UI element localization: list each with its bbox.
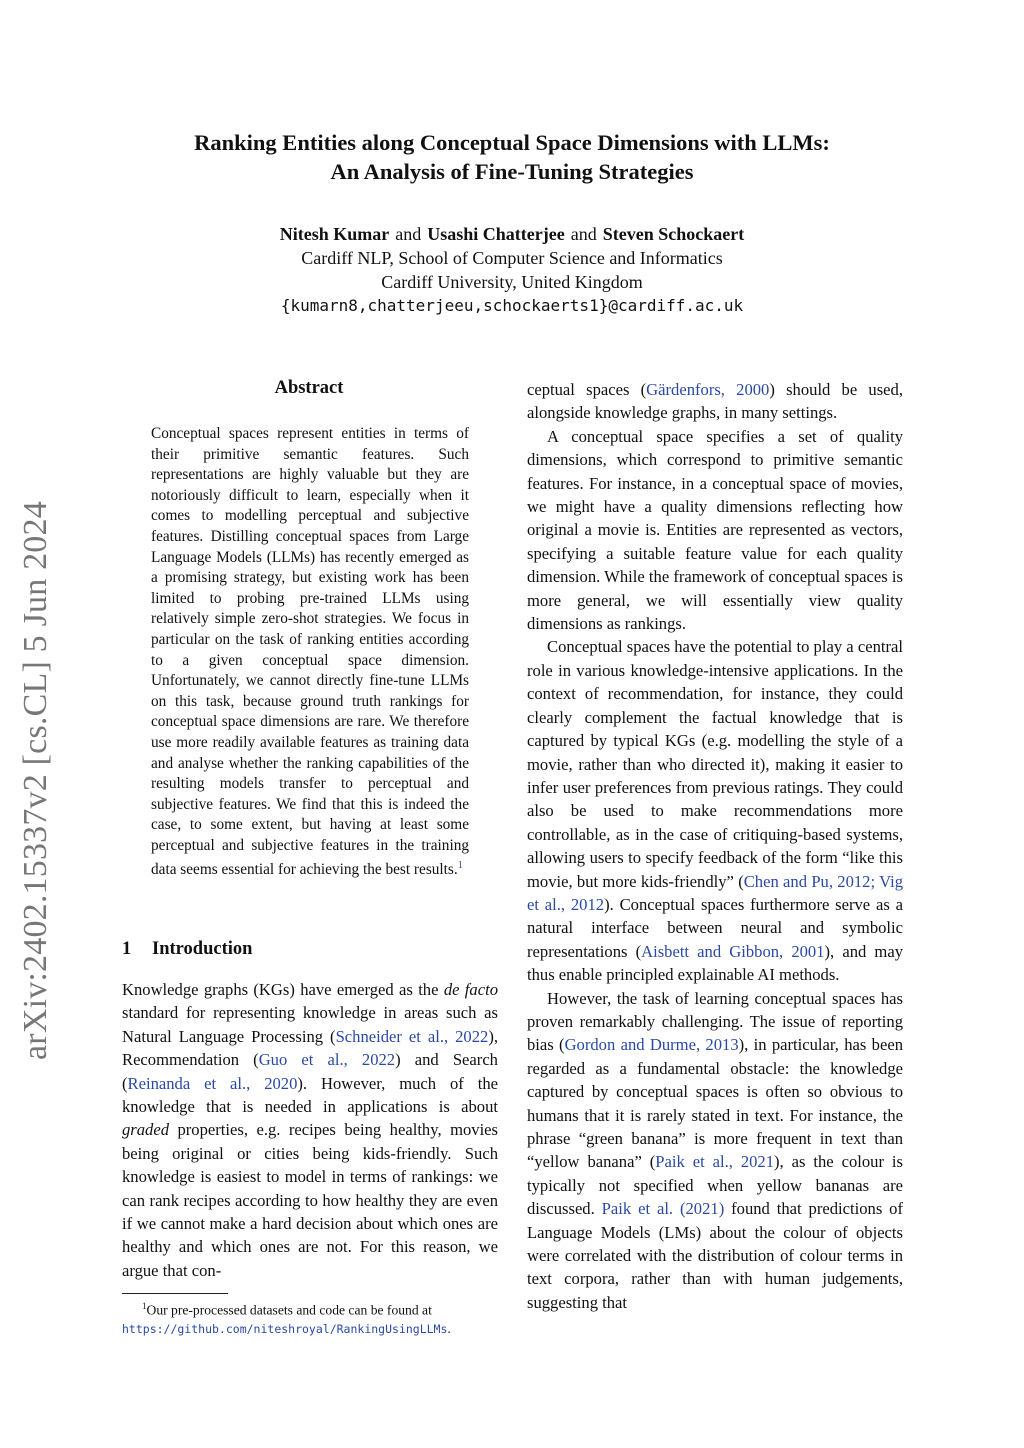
- footnote-rule: [122, 1293, 228, 1294]
- left-column-body: [122, 978, 498, 1282]
- emphasis-text: de facto: [443, 980, 498, 999]
- citation-link[interactable]: Paik et al. (2021): [601, 1199, 725, 1219]
- text-run: .: [447, 1320, 451, 1336]
- abstract-heading: Abstract: [274, 378, 344, 398]
- footnote: [122, 1297, 498, 1338]
- author-emails: {kumarn8,chatterjeeu,schockaerts1}@cardiff.ac.uk: [280, 296, 744, 315]
- right-column-body: [527, 378, 903, 1314]
- title-line-2: An Analysis of Fine-Tuning Strategies: [330, 159, 694, 184]
- author-names: [0, 222, 1024, 246]
- paper-title: [0, 128, 1024, 186]
- citation-link[interactable]: Schneider et al., 2022: [335, 1026, 489, 1046]
- author-separator: and: [570, 224, 597, 244]
- citation-link[interactable]: Reinanda et al., 2020: [127, 1073, 298, 1093]
- citation-link[interactable]: Paik et al., 2021: [655, 1152, 775, 1172]
- citation-link[interactable]: Chen and Pu, 2012; Vig et al., 2012: [527, 871, 903, 914]
- author-separator: and: [395, 224, 422, 244]
- text-run: properties, e.g. recipes being healthy, movies being original or cities being kids-friendly. Such knowledge is easiest to model in terms of rankings: we can rank recipes according to how healthy they are even if we cannot make a hard decision about which ones are healthy and which ones are not. For this reason, we argue that con-: [122, 1120, 498, 1280]
- intro-paragraph-4: [527, 987, 903, 1315]
- citation-link[interactable]: Gärdenfors, 2000: [646, 380, 770, 399]
- citation-link[interactable]: Aisbett and Gibbon, 2001: [641, 941, 825, 961]
- text-run: ), and may thus enable principled explainable AI methods.: [527, 941, 903, 985]
- text-run: found that predictions of Language Models (LMs) about the colour of objects were correlated with the distribution of colour terms in text corpora, rather than with human judgements, suggesting that: [527, 1199, 904, 1312]
- title-line-1: Ranking Entities along Conceptual Space Dimensions with LLMs:: [194, 130, 830, 155]
- section-title: Introduction: [152, 939, 253, 959]
- arxiv-identifier: arXiv:2402.15337v2 [cs.CL] 5 Jun 2024: [17, 501, 54, 1060]
- text-run: standard for representing knowledge in areas such as Natural Language Processing (: [122, 1003, 498, 1046]
- citation-link[interactable]: Guo et al., 2022: [258, 1050, 396, 1070]
- author-3: Steven Schockaert: [602, 224, 745, 244]
- emphasis-text: graded: [122, 1120, 170, 1140]
- abstract-body: Conceptual spaces represent entities in terms of their primitive semantic features. Such representations are highly valuable but they are notoriously difficult to learn, especially when it comes to modelling perceptual and subjective features. Distilling conceptual spaces from Large Language Models (LLMs) has recently emerged as a promising strategy, but existing work has been limited to probing pre-trained LLMs using relatively simple zero-shot strategies. We focus in particular on the task of ranking entities according to a given conceptual space dimension. Unfortunately, we cannot directly fine-tune LLMs on this task, because ground truth rankings for conceptual space dimensions are rare. We therefore use more readily available features as training data and analyse whether the ranking capabilities of the resulting models transfer to perceptual and subjective features. We find that this is indeed the case, to some extent, but having at least some perceptual and subjective features in the training data seems essential for achieving the best results.: [151, 425, 469, 879]
- repository-link[interactable]: https://github.com/niteshroyal/RankingUsingLLMs: [122, 1321, 448, 1336]
- text-run: ), as the colour is typically not specified when yellow bananas are discussed.: [527, 1152, 903, 1219]
- text-run: ) and Search (: [122, 1050, 498, 1093]
- footnote-number: 1: [142, 1301, 147, 1311]
- intro-paragraph-2: A conceptual space specifies a set of quality dimensions, which correspond to primitive semantic features. For instance, in a conceptual space of movies, we might have a quality dimensions reflecting how original a movie is. Entities are represented as vectors, specifying a suitable feature value for each quality dimension. While the framework of conceptual spaces is more general, we will essentially view quality dimensions as rankings.: [527, 426, 903, 634]
- text-run: ), Recommendation (: [122, 1026, 498, 1070]
- affiliation-2: Cardiff University, United Kingdom: [381, 272, 643, 292]
- text-run: ceptual spaces (: [527, 380, 647, 399]
- intro-paragraph-continued: [527, 378, 903, 425]
- affiliation-1: Cardiff NLP, School of Computer Science and Informatics: [301, 248, 723, 268]
- text-run: ). However, much of the knowledge that is needed in applications is about: [122, 1073, 499, 1117]
- footnote-text: [122, 1297, 498, 1338]
- text-run: Conceptual spaces have the potential to play a central role in various knowledge-intensive applications. In the context of recommendation, for instance, they could clearly complement the factual knowledge that is captured by typical KGs (e.g. modelling the style of a movie, rather than who directed it), making it easier to infer user preferences from previous ratings. They could also be used to make recommendations more controllable, as in the case of critiquing-based systems, allowing users to specify feedback of the form “like this movie, but more kids-friendly” (: [527, 637, 903, 891]
- author-block: [0, 222, 1024, 318]
- text-run: Our pre-processed datasets and code can be found at: [146, 1302, 432, 1318]
- text-run: However, the task of learning conceptual spaces has proven remarkably challenging. The issue of reporting bias (: [527, 988, 903, 1055]
- author-1: Nitesh Kumar: [279, 224, 390, 244]
- footnote-marker[interactable]: 1: [457, 860, 463, 872]
- section-number: 1: [122, 939, 132, 959]
- abstract-text: [151, 424, 469, 881]
- text-run: ), in particular, has been regarded as a fundamental obstacle: the knowledge captured by conceptual spaces is often so obvious to humans that it is rarely stated in text. For instance, the phrase “green banana” is more frequent in text than “yellow banana” (: [527, 1035, 903, 1172]
- intro-paragraph-1: [122, 978, 498, 1282]
- citation-link[interactable]: Gordon and Durme, 2013: [564, 1035, 739, 1055]
- text-run: Knowledge graphs (KGs) have emerged as the: [122, 980, 444, 999]
- section-heading-introduction: [122, 939, 252, 960]
- text-run: ). Conceptual spaces furthermore serve as a natural interface between neural and symbolic representations (: [527, 894, 903, 961]
- author-2: Usashi Chatterjee: [427, 224, 565, 244]
- text-run: ) should be used, alongside knowledge graphs, in many settings.: [527, 380, 903, 423]
- intro-paragraph-3: [527, 635, 903, 986]
